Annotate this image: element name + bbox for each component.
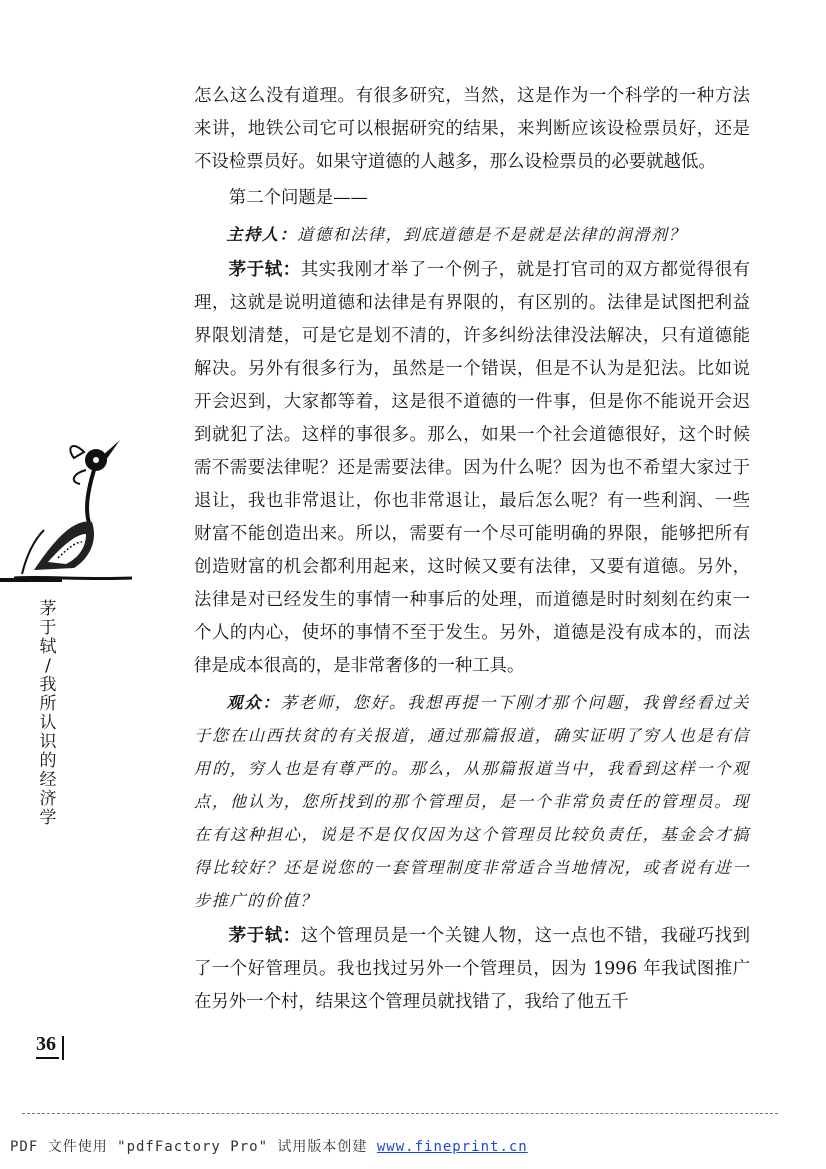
running-title-char: 济	[39, 789, 57, 809]
speaker-label: 主持人：	[226, 225, 298, 244]
running-title-char: 于	[39, 618, 57, 638]
paragraph-text: 这个管理员是一个关键人物，这一点也不错，我碰巧找到了一个好管理员。我也找过另外一个管理员，因为 1996 年我试图推广在另外一个村，结果这个管理员就找错了，我给了他五千	[194, 926, 750, 1012]
bird-ornament-icon	[14, 430, 134, 580]
paragraph-text: 道德和法律，到底道德是不是就是法律的润滑剂？	[297, 225, 687, 244]
running-title-char: 学	[39, 808, 57, 828]
watermark-text: PDF 文件使用 "pdfFactory Pro" 试用版本创建	[10, 1139, 377, 1155]
running-title	[36, 600, 60, 828]
paragraph-text: 第二个问题是——	[228, 188, 368, 208]
running-title-char: 的	[39, 751, 57, 771]
margin-bar	[0, 578, 62, 582]
running-title-char: 茅	[39, 599, 57, 619]
paragraph	[194, 218, 750, 251]
running-title-char: 我	[39, 675, 57, 695]
paragraph	[194, 182, 750, 215]
watermark-link[interactable]: www.fineprint.cn	[376, 1139, 528, 1155]
speaker-label: 观众：	[226, 693, 281, 712]
paragraph-text: 茅老师，您好。我想再提一下刚才那个问题，我曾经看过关于您在山西扶贫的有关报道，通过那篇报道，确实证明了穷人也是有信用的，穷人也是有尊严的。那么，从那篇报道当中，我看到这样一个观点，他认为，您所找到的那个管理员，是一个非常负责任的管理员。现在有这种担心，说是不是仅仅因为这个管理员比较负责任，基金会才搞得比较好？还是说您的一套管理制度非常适合当地情况，或者说有进一步推广的价值？	[194, 693, 751, 910]
page-number-rule	[62, 1036, 64, 1060]
speaker-label: 茅于轼：	[228, 926, 301, 946]
paragraph-text: 其实我刚才举了一个例子，就是打官司的双方都觉得很有理，这就是说明道德和法律是有界限的，有区别的。法律是试图把利益界限划清楚，可是它是划不清的，许多纠纷法律没法解决，只有道德能解决。另外有很多行为，虽然是一个错误，但是不认为是犯法。比如说开会迟到，大家都等着，这是很不道德的一件事，但是你不能说开会迟到就犯了法。这样的事很多。那么，如果一个社会道德很好，这个时候需不需要法律呢？还是需要法律。因为什么呢？因为也不希望大家过于退让，我也非常退让，你也非常退让，最后怎么呢？有一些利润、一些财富不能创造出来。所以，需要有一个尽可能明确的界限，能够把所有创造财富的机会都利用起来，这时候又要有法律，又要有道德。另外，法律是对已经发生的事情一种事后的处理，而道德是时时刻刻在约束一个人的内心，使坏的事情不至于发生。另外，道德是没有成本的，而法律是成本很高的，是非常奢侈的一种工具。	[194, 260, 750, 676]
paragraph	[194, 80, 750, 179]
paragraph	[194, 254, 750, 683]
paragraph	[194, 920, 750, 1019]
running-title-char: /	[45, 656, 51, 676]
running-title-char: 所	[39, 694, 57, 714]
paragraph-text: 怎么这么没有道理。有很多研究，当然，这是作为一个科学的一种方法来讲，地铁公司它可以根据研究的结果，来判断应该设检票员好，还是不设检票员好。如果守道德的人越多，那么设检票员的必要就越低。	[194, 86, 750, 172]
running-title-char: 认	[39, 713, 57, 733]
running-title-char: 经	[39, 770, 57, 790]
pdf-watermark	[10, 1136, 528, 1156]
body-text	[194, 80, 750, 1019]
paragraph	[194, 686, 750, 917]
running-title-char: 轼	[39, 637, 57, 657]
footer-divider	[22, 1113, 778, 1114]
running-title-char: 识	[39, 732, 57, 752]
speaker-label: 茅于轼：	[228, 260, 301, 280]
page-number: 36	[36, 1033, 59, 1059]
